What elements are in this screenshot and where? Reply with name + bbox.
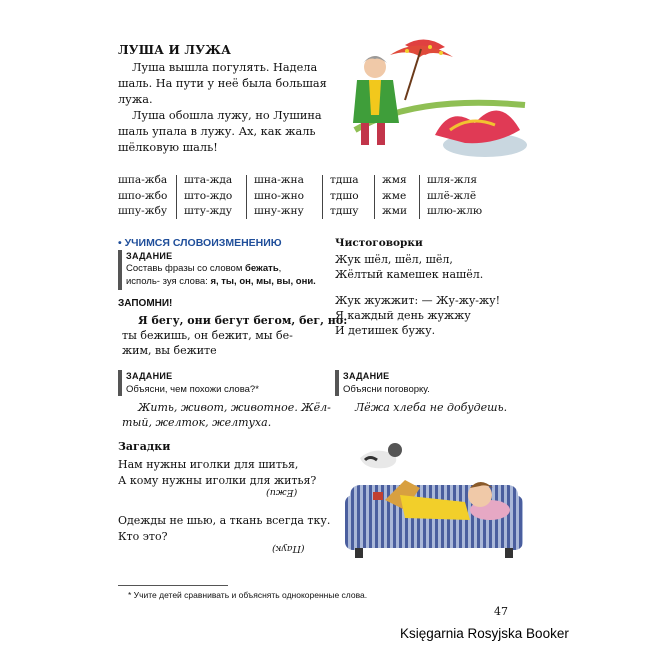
task-label: ЗАДАНИЕ: [126, 371, 173, 381]
girl-umbrella-illustration: [335, 35, 530, 165]
task-marker: [118, 250, 122, 290]
syllable-column: [427, 173, 497, 220]
footnote: * Учите детей сравнивать и объяснять однокоренные слова.: [128, 590, 368, 600]
task-label: ЗАДАНИЕ: [126, 251, 173, 261]
syllable-cell: шлю-жлю: [427, 205, 483, 217]
column-divider: [246, 175, 247, 219]
footnote-rule: [118, 585, 228, 586]
column-divider: [419, 175, 420, 219]
syllable-cell: тдшу: [330, 205, 359, 217]
task-marker: [335, 370, 339, 396]
column-divider: [374, 175, 375, 219]
syllable-cell: шпо-жбо: [118, 189, 168, 202]
remember-text: ты бежишь, он бежит, мы бе- жим, вы бежите: [122, 329, 293, 357]
remember-label: ЗАПОМНИ!: [118, 298, 173, 309]
syllable-cell: шлё-жлё: [427, 189, 477, 202]
words-line-2: тый, желток, желтуха.: [122, 416, 272, 429]
riddle-2: Одежды не шью, а ткань всегда тку. Кто это?: [118, 514, 331, 543]
riddle-1: Нам нужны иголки для шитья, А кому нужны иголки для житья?: [118, 458, 317, 487]
story-text: [118, 60, 328, 156]
syllable-cell: шну-жну: [254, 205, 304, 217]
boy-sofa-illustration: [345, 440, 525, 570]
syllable-column: [184, 173, 254, 220]
syllable-cell: шта-жда: [184, 174, 233, 186]
syllable-column: [118, 173, 188, 220]
proverb: Лёжа хлеба не добудешь.: [355, 401, 508, 414]
syllable-cell: тдша: [330, 174, 359, 186]
column-divider: [176, 175, 177, 219]
syllable-cell: жми: [382, 205, 408, 217]
riddle-2-answer: (Паук): [272, 543, 305, 554]
brand-watermark: Księgarnia Rosyjska Booker: [400, 626, 569, 641]
syllable-cell: шпа-жба: [118, 174, 168, 186]
remember-line-1: Я бегу, они бегут бегом, бег, но:: [138, 314, 348, 327]
syllable-cell: шту-жду: [184, 205, 233, 217]
syllable-cell: шна-жна: [254, 174, 304, 186]
task-text: Объясни поговорку.: [343, 384, 430, 395]
riddles-title: Загадки: [118, 440, 171, 453]
story-paragraph-2: Луша обошла лужу, но Лушина шаль упала в лужу. Ах, как жаль шёлковую шаль!: [118, 109, 322, 154]
tongue-twister-2: Жук жужжит: — Жу-жу-жу! Я каждый день жужжу И детишек бужу.: [335, 294, 501, 337]
words-line-1: Жить, живот, животное. Жёл-: [138, 401, 331, 414]
syllable-cell: тдшо: [330, 189, 359, 202]
syllable-cell: шно-жно: [254, 189, 305, 202]
tongue-twisters-title: Чистоговорки: [335, 237, 423, 249]
story-title: ЛУША И ЛУЖА: [118, 43, 232, 57]
section-title: • УЧИМСЯ СЛОВОИЗМЕНЕНИЮ: [118, 237, 282, 249]
task-marker: [118, 370, 122, 396]
syllable-cell: што-ждо: [184, 189, 233, 202]
syllable-cell: шля-жля: [427, 174, 477, 186]
story-paragraph-1: Луша вышла погулять. Надела шаль. На пути у неё была большая лужа.: [118, 61, 327, 106]
syllable-column: [254, 173, 324, 220]
column-divider: [322, 175, 323, 219]
task-text: Составь фразы со словом бежать, исполь- зуя слова: я, ты, он, мы, вы, они.: [126, 263, 316, 287]
bullet-icon: •: [118, 237, 122, 249]
syllable-cell: жме: [382, 189, 407, 202]
task-text: Объясни, чем похожи слова?*: [126, 384, 259, 395]
syllable-cell: жмя: [382, 174, 407, 186]
page-number: 47: [494, 605, 508, 618]
task-label: ЗАДАНИЕ: [343, 371, 390, 381]
tongue-twister-1: Жук шёл, шёл, шёл, Жёлтый камешек нашёл.: [335, 253, 484, 281]
riddle-1-answer: (Ежи): [266, 487, 298, 498]
syllable-cell: шпу-жбу: [118, 205, 168, 217]
